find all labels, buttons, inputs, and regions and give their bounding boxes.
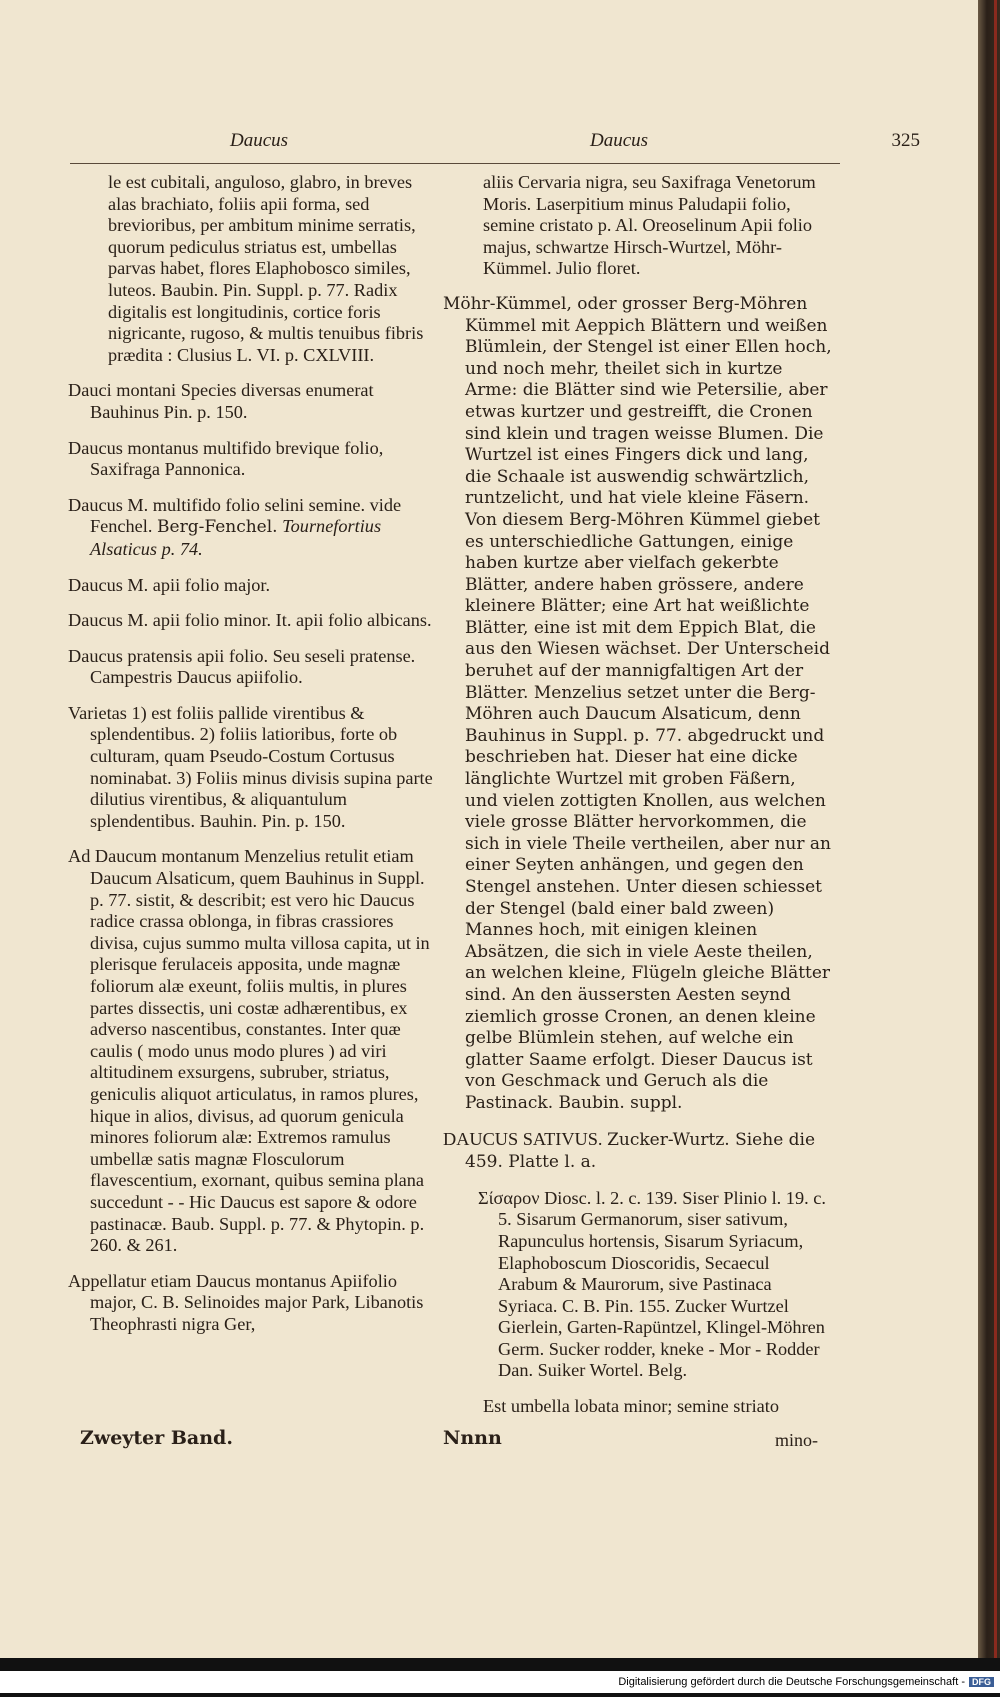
paragraph: Daucus M. apii folio major. [68,574,271,595]
paragraph [443,1129,833,1174]
paragraph: aliis Cervaria nigra, seu Saxifraga Venetorum Moris. Laserpitium minus Paludapii folio, semine cristato p. Al. Oreoselinum Apii folio majus, schwartze Hirsch-Wurtzel, Möhr-Kümmel. Julio floret. [483,172,816,279]
paragraph: Ad Daucum montanum Menzelius retulit etiam Daucum Alsaticum, quem Bauhinus in Suppl. p. 77. sistit, & describit; est vero hic Daucus radice crassa oblonga, in fibras crassiores divisa, cujus summo multa villosa capita, ut in plerisque ferulaceis apposita, unde magnæ foliorum alæ exeunt, foliis multis, in plures partes dissectis, uni costæ adhærentibus, ex adverso nascentibus, constantes. Inter quæ caulis ( modo unus modo plures ) ad viri altitudinem exsurgens, subruber, striatus, geniculis aliquot articulatus, in ramos plures, hique in alios, divisus, ad quorum genicula minores foliorum alæ: Extremos ramulus umbellæ satis magnæ Flosculorum flavescentium, exornant, quibus semina plana succedunt - - Hic Daucus est sapore & odore pastinacæ. Baub. Suppl. p. 77. & Phytopin. p. 260. & 261. [68,846,430,1256]
header-rule [70,163,840,164]
digitization-note: Digitalisierung gefördert durch die Deutsche Forschungsgemeinschaft - [618,1676,965,1688]
italic-text: Tournefortius Alsaticus p. 74. [90,516,382,559]
paragraph [68,495,433,561]
book-spine [978,0,1000,1658]
header-left: Daucus [230,130,289,151]
paragraph: Varietas 1) est foliis pallide virentibus & splendentibus. 2) foliis latioribus, forte ob culturam, quam Pseudo-Costum Cortusus nominabat. 3) Foliis minus divisis supina parte dilutius virentibus, & aliquantulum splendentibus. Bauhin. Pin. p. 150. [68,702,433,831]
paragraph: Σίσαρον Diosc. l. 2. c. 139. Siser Plinio l. 19. c. 5. Sisarum Germanorum, siser sativum, Rapunculus hortensis, Sisarum Syriacum, Elaphoboscum Dioscoridis, Secaecul Arabum & Maurorum, sive Pastinaca Syriaca. C. B. Pin. 155. Zucker Wurtzel Gierlein, Garten-Rapüntzel, Klingel-Möhren Germ. Sucker rodder, kneke - Mor - Rodder Dan. Suiker Wortel. Belg. [478,1187,826,1381]
running-header [70,130,920,156]
dfg-logo-icon: DFG [969,1677,994,1687]
paragraph: Appellatur etiam Daucus montanus Apiifolio major, C. B. Selinoides major Park, Libanotis Theophrasti nigra Ger, [68,1270,424,1334]
page-number: 325 [891,130,920,151]
german-paragraph: Möhr-Kümmel, oder grosser Berg-Möhren Kümmel mit Aeppich Blättern und weißen Blümlein, der Stengel ist einer Ellen hoch, und noch mehr, theilet sich in kurtze Arme: die Blätter sind wie Petersilie, aber etwas kurtzer und gestreifft, die Cronen sind klein und tragen weisse Blumen. Die Wurtzel ist eines Fingers dick und lang, die Schaale ist auswendig schwärtzlich, runtzelicht, und hat viele kleine Fäsern. Von diesem Berg-Möhren Kümmel giebet es unterschiedliche Gattungen, einige haben kurtze aber vielfach gekerbte Blätter, andere haben grössere, andere kleinere Blätter; eine Art hat weißlichte Blätter, eine ist mit dem Eppich Blat, die aus den Wiesen wächset. Der Unterscheid beruhet auf der mannigfaltigen Art der Blätter. Menzelius setzet unter die Berg-Möhren auch Daucum Alsaticum, denn Bauhinus in Suppl. p. 77. abgedruckt und beschrieben hat. Dieser hat eine dicke länglichte Wurtzel mit groben Fäßern, und vielen zottigten Knollen, aus welchen viele grosse Blätter hervorkommen, die sich in viele Theile vertheilen, aber nur an einer Seyten anhängen, und gegen den Stengel anstehen. Unter diesen schiesset der Stengel (bald einer bald zween) Mannes hoch, mit einigen kleinen Absätzen, die sich in viele Aeste theilen, an welchen kleine, Flügeln gleiche Blätter sind. An den äussersten Aesten seynd ziemlich grosse Cronen, an denen kleine gelbe Blümlein stehen, auf welche ein glatter Saame erfolgt. Dieser Daucus ist von Geschmack und Geruch als die Pastinack. Baubin. suppl. [443,293,832,1113]
header-center: Daucus [590,130,649,151]
paragraph: Dauci montani Species diversas enumerat Bauhinus Pin. p. 150. [68,380,374,422]
paragraph: le est cubitali, anguloso, glabro, in breves alas brachiato, foliis apii forma, sed brevioribus, per ambitum minime serratis, quorum pediculus striatus est, umbellas parvas habet, flores Elaphobosco similes, luteos. Baubin. Pin. Suppl. p. 77. Radix digitalis est longitudinis, cortice foris nigricante, rugoso, & multis tenuibus fibris prædita : Clusius L. VI. p. CXLVIII. [108,172,424,365]
paragraph: Daucus M. apii folio minor. It. apii folio albicans. [68,610,432,631]
catchword: mino- [775,1430,818,1450]
paragraph: Est umbella lobata minor; semine striato [483,1396,779,1417]
paragraph: Daucus montanus multifido brevique folio, Saxifraga Pannonica. [68,437,384,480]
text: Daucus M. multifido folio selini semine. vide Fenchel. [68,494,402,537]
right-column [443,172,833,1432]
signature-mark: Nnnn [443,1427,502,1449]
german-text: Berg-Fenchel. [157,517,278,538]
entry-heading: DAUCUS SATIVUS. [443,1128,603,1149]
signature-left: Zweyter Band. [80,1427,233,1449]
paragraph: Daucus pratensis apii folio. Seu seseli pratense. Campestris Daucus apiifolio. [68,645,416,688]
left-column [68,172,433,1350]
german-text: Zucker-Wurtz. Siehe die 459. Platte l. a. [465,1129,816,1173]
digitization-footer [0,1671,1000,1693]
